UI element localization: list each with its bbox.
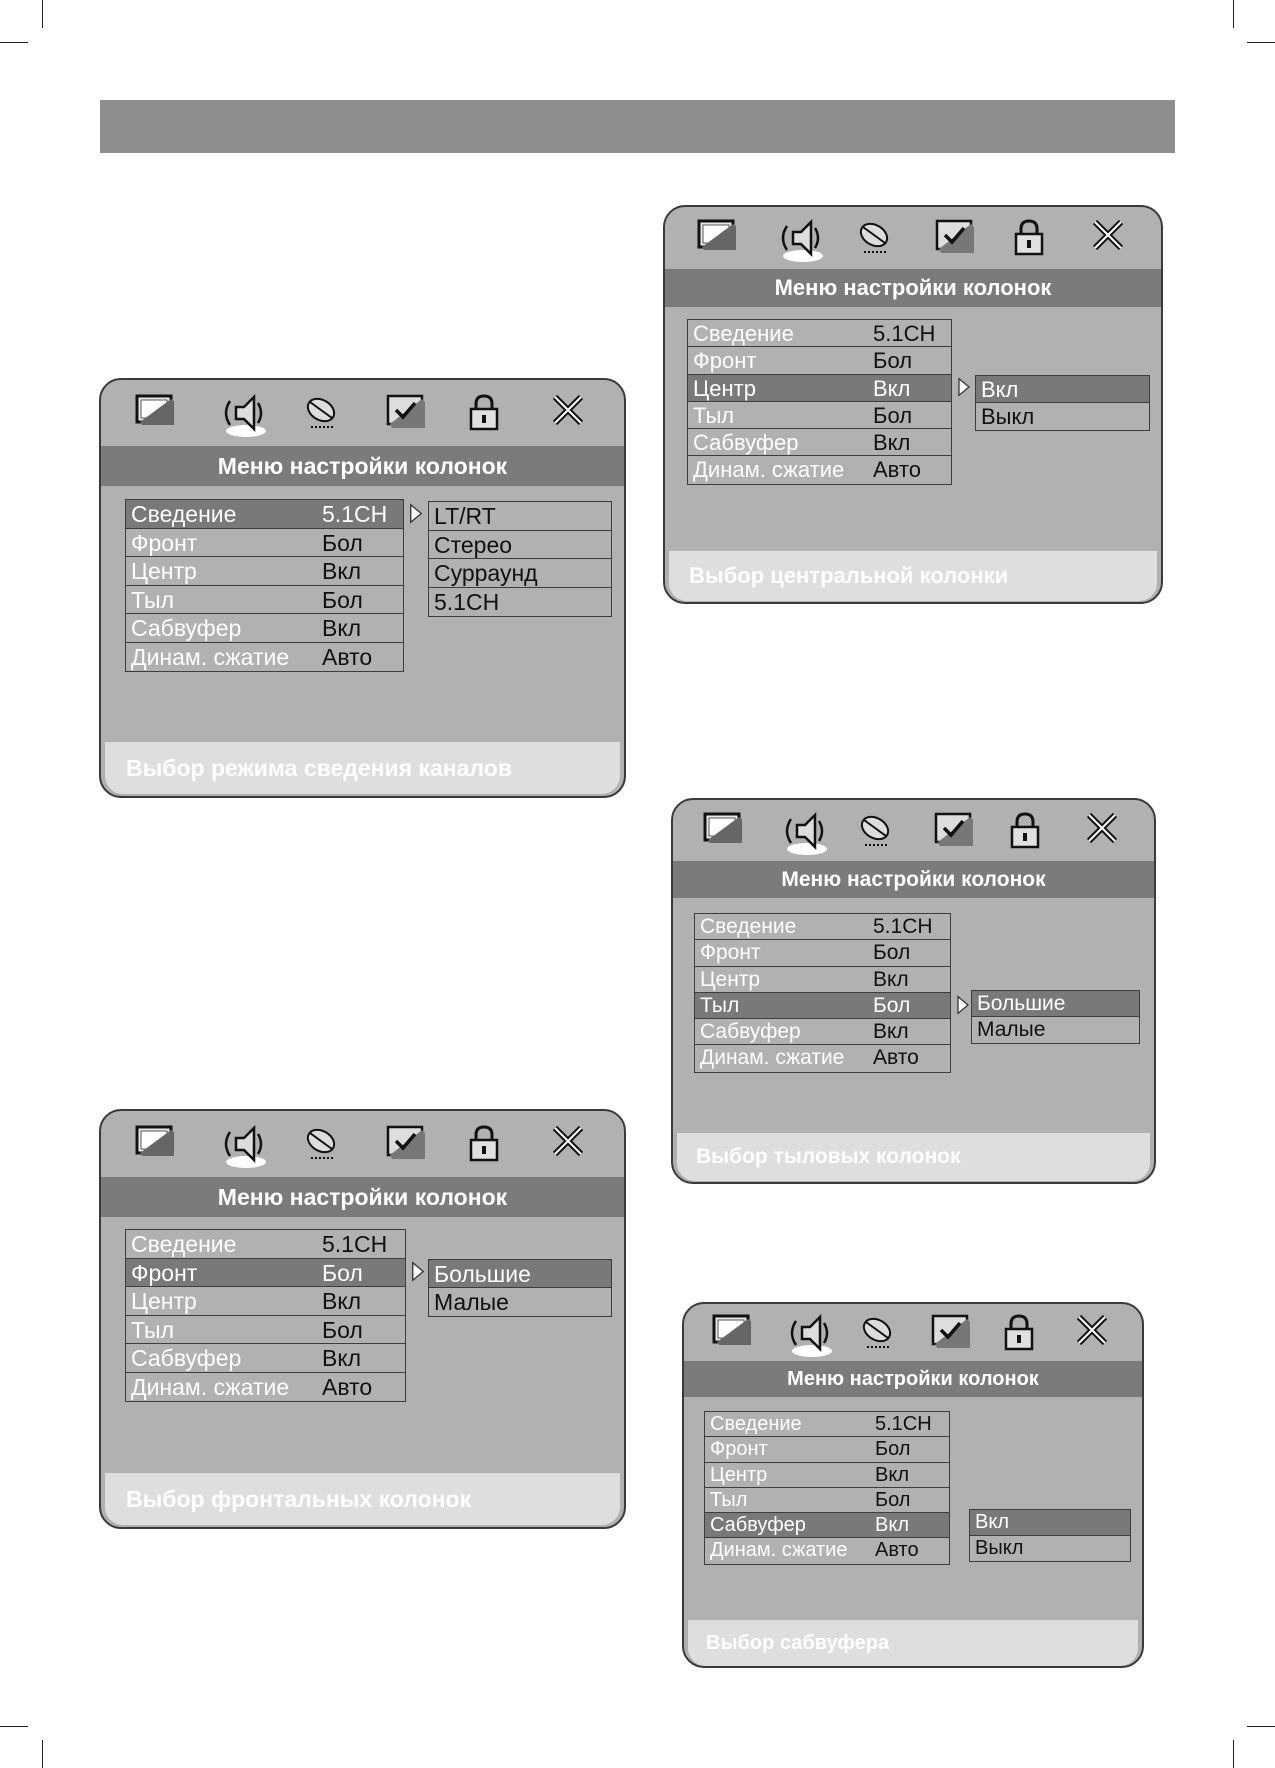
menu-item[interactable] [695,993,950,1019]
menu-item[interactable] [688,375,951,402]
speaker-icon[interactable] [784,1313,840,1362]
status-hint: Выбор сабвуфера [688,1620,1138,1666]
menu-item-value: Бол [322,529,363,556]
menu-item-value: Вкл [873,430,911,456]
status-hint: Выбор центральной колонки [669,551,1157,601]
check-icon[interactable] [384,393,428,436]
tv-icon[interactable] [702,811,744,850]
menu-item-value: Вкл [875,1514,909,1537]
menu-item-value: Вкл [873,1020,909,1044]
menu-item-label: Динам. сжатие [700,1046,845,1070]
close-icon[interactable] [551,393,585,432]
menu-item-value: Вкл [322,1345,362,1371]
menu-item-label: Центр [131,1288,197,1314]
menu-item-label: Динам. сжатие [693,457,845,483]
menu-item-label: Центр [693,375,756,401]
check-icon[interactable] [384,1124,428,1167]
menu-item-value: 5.1CH [873,915,933,938]
menu-item-value: Авто [322,643,373,670]
menu-item-value: Вкл [873,375,911,401]
menu-item[interactable] [688,320,951,347]
crop-mark [0,42,28,43]
menu-item-label: Тыл [693,402,735,428]
menu-item-label: Фронт [131,529,198,556]
menu-item-value: Бол [322,586,363,613]
options-list [971,990,1140,1044]
crop-mark [0,1726,28,1727]
menu-item[interactable] [688,429,951,456]
header-bar [100,100,1175,153]
tv-icon[interactable] [134,393,176,432]
menu-item-label: Тыл [700,993,740,1017]
menu-item-value: Бол [322,1316,363,1343]
menu-item-value: Бол [873,941,911,965]
menu-item-label: Сабвуфер [710,1514,806,1537]
menu-item[interactable] [126,529,403,558]
menu-title: Меню настройки колонок [101,1177,624,1217]
check-icon[interactable] [933,218,977,261]
close-icon[interactable] [551,1124,585,1163]
icon-bar [665,207,1161,269]
option-item[interactable]: LT/RT [429,502,611,531]
menu-item-label: Сабвуфер [693,430,799,456]
settings-list [694,913,951,1073]
menu-item[interactable] [126,1287,405,1316]
speaker-icon[interactable] [218,393,274,442]
menu-item-value: 5.1CH [873,321,936,346]
menu-item-value: Бол [873,348,913,374]
crop-mark [42,1740,43,1768]
option-item[interactable]: Сурраунд [429,559,611,588]
settings-list [125,1229,406,1402]
menu-item[interactable] [126,1344,405,1373]
close-icon[interactable] [1075,1313,1109,1352]
icon-bar [673,800,1154,861]
settings-list [125,499,404,672]
crop-mark [1247,42,1275,43]
speaker-menu-panel-subwoofer [682,1302,1144,1668]
status-hint: Выбор режима сведения каналов [105,742,620,794]
tv-icon[interactable] [134,1124,176,1163]
menu-item-label: Фронт [131,1259,198,1286]
menu-item-label: Сведение [710,1413,802,1435]
menu-item[interactable] [705,1437,949,1462]
menu-item[interactable] [705,1513,949,1538]
lock-icon[interactable] [467,393,501,438]
menu-item[interactable] [705,1412,949,1437]
submenu-arrow-icon [955,995,971,1020]
menu-item-value: 5.1CH [322,1231,388,1257]
icon-bar [684,1304,1142,1361]
satellite-icon[interactable] [301,393,341,438]
menu-item[interactable] [705,1488,949,1513]
option-item[interactable]: Малые [977,1018,1046,1041]
menu-item-label: Центр [131,558,197,584]
options-list [969,1509,1131,1562]
close-icon[interactable] [1085,811,1119,850]
menu-item-label: Тыл [131,586,174,613]
status-hint: Выбор тыловых колонок [677,1133,1150,1181]
menu-item-value: Вкл [322,558,362,584]
menu-item-label: Центр [710,1463,768,1486]
menu-item-label: Сведение [693,321,794,346]
menu-item-value: Бол [322,1259,363,1286]
menu-item-label: Фронт [710,1438,768,1461]
menu-item-value: Авто [322,1373,373,1400]
status-hint: Выбор фронтальных колонок [105,1473,620,1525]
menu-item[interactable] [688,347,951,374]
menu-item[interactable] [695,940,950,966]
menu-item-value: Вкл [322,1288,362,1314]
menu-item[interactable] [126,557,403,586]
menu-item-value: Авто [873,1046,919,1070]
submenu-arrow-icon [408,503,424,529]
tv-icon[interactable] [711,1313,753,1352]
menu-item-value: Вкл [875,1463,909,1486]
option-item[interactable]: Выкл [981,404,1035,429]
speaker-menu-panel-downmix [99,378,626,798]
menu-item[interactable] [126,614,403,643]
submenu-arrow-icon [956,377,972,402]
menu-item-label: Сведение [131,1231,237,1257]
menu-item[interactable] [695,914,950,940]
menu-item-value: Бол [875,1438,911,1461]
menu-item[interactable] [126,586,403,615]
check-icon[interactable] [929,1313,973,1356]
option-item[interactable]: Большие [972,991,1139,1017]
menu-item[interactable] [695,1045,950,1071]
lock-icon[interactable] [1008,811,1042,856]
menu-item[interactable] [688,456,951,483]
menu-item-label: Тыл [710,1488,748,1511]
menu-item-label: Фронт [693,348,757,374]
icon-bar [101,1111,624,1177]
menu-item-value: Бол [873,993,911,1017]
menu-item-label: Сабвуфер [131,615,242,641]
menu-item[interactable] [126,1316,405,1345]
menu-item[interactable] [695,1019,950,1045]
menu-item-value: Авто [873,457,921,483]
menu-title: Меню настройки колонок [684,1361,1142,1397]
satellite-icon[interactable] [857,1313,897,1358]
crop-mark [1233,1740,1234,1768]
option-item[interactable]: Большие [429,1260,611,1288]
menu-item[interactable] [126,1373,405,1402]
satellite-icon[interactable] [855,811,895,856]
settings-list [687,319,952,485]
menu-item-value: Бол [873,402,913,428]
option-item[interactable]: Малые [434,1289,509,1315]
speaker-icon[interactable] [775,218,831,267]
icon-bar [101,380,624,446]
lock-icon[interactable] [1012,218,1046,263]
tv-icon[interactable] [696,218,738,257]
menu-item[interactable] [126,1230,405,1259]
speaker-icon[interactable] [218,1124,274,1173]
satellite-icon[interactable] [854,218,894,263]
menu-item[interactable] [126,1259,405,1288]
check-icon[interactable] [932,811,976,854]
menu-item[interactable] [705,1463,949,1488]
menu-title: Меню настройки колонок [673,861,1154,898]
menu-item-label: Динам. сжатие [710,1539,848,1562]
menu-item-label: Динам. сжатие [131,1373,290,1400]
menu-item-label: Сабвуфер [131,1345,242,1371]
menu-item-label: Сведение [700,915,797,938]
speaker-menu-panel-center [663,205,1163,604]
speaker-menu-panel-rear [671,798,1156,1184]
option-item[interactable]: 5.1CH [434,588,500,615]
menu-item-label: Центр [700,967,761,991]
options-list [428,501,612,617]
options-list [975,375,1150,431]
menu-item-label: Динам. сжатие [131,643,290,670]
menu-title: Меню настройки колонок [665,269,1161,307]
menu-item-label: Сабвуфер [700,1020,801,1044]
satellite-icon[interactable] [301,1124,341,1169]
menu-item-value: 5.1CH [875,1413,932,1435]
menu-item-value: 5.1CH [322,501,388,527]
menu-item-value: Бол [875,1488,911,1511]
crop-mark [1233,0,1234,28]
speaker-icon[interactable] [779,811,835,860]
menu-title: Меню настройки колонок [101,446,624,486]
option-item[interactable]: Вкл [970,1510,1130,1536]
close-icon[interactable] [1091,218,1125,257]
menu-item[interactable] [688,402,951,429]
menu-item-label: Тыл [131,1316,174,1343]
settings-list [704,1411,950,1565]
speaker-menu-panel-front [99,1109,626,1529]
options-list [428,1259,612,1317]
crop-mark [1247,1726,1275,1727]
menu-item[interactable] [705,1538,949,1563]
option-item[interactable]: Вкл [976,376,1149,403]
menu-item[interactable] [126,643,403,672]
option-item[interactable]: Стерео [429,531,611,560]
menu-item-label: Сведение [131,501,237,527]
menu-item-value: Авто [875,1539,919,1562]
option-item[interactable]: Выкл [975,1536,1024,1559]
submenu-arrow-icon [410,1261,426,1287]
lock-icon[interactable] [467,1124,501,1169]
crop-mark [42,0,43,28]
lock-icon[interactable] [1002,1313,1036,1358]
menu-item[interactable] [695,967,950,993]
menu-item-label: Фронт [700,941,761,965]
menu-item-value: Вкл [873,967,909,991]
menu-item-value: Вкл [322,615,362,641]
menu-item[interactable] [126,500,403,529]
